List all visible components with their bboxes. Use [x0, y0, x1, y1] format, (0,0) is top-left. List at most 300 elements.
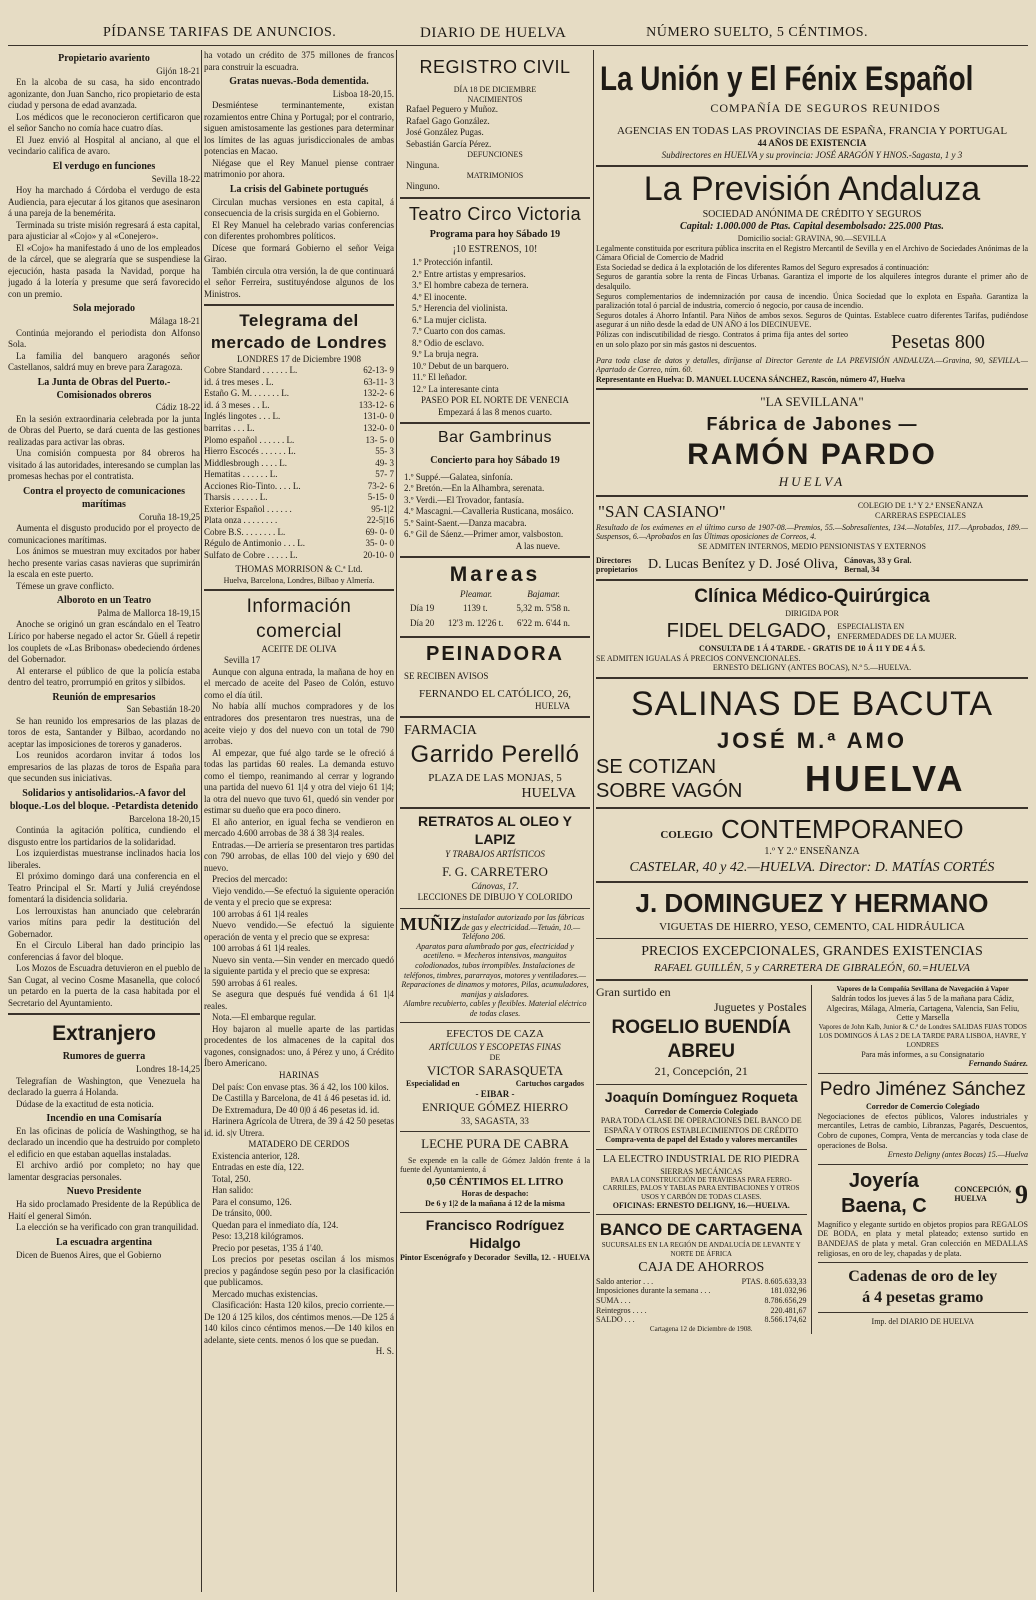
- birth-name: Rafael Peguero y Muñoz.: [406, 104, 498, 115]
- caza-dealer: ENRIQUE GÓMEZ HIERRO: [422, 1100, 568, 1115]
- info-paragraph: Aunque con alguna entrada, la mañana de hoy en el mercado de aceite del Paseo de Colón, estuvo como el día útil.: [204, 666, 394, 700]
- salinas-line1: SE COTIZAN: [596, 755, 717, 778]
- info-paragraph: 100 arrobas á 61 1|4 reales: [212, 908, 309, 919]
- prevision-sub: SOCIEDAD ANÓNIMA DE CRÉDITO Y SEGUROS: [702, 208, 922, 220]
- news-dateline: Cádiz 18-22: [155, 402, 200, 413]
- retratos-name: F. G. CARRETERO: [442, 864, 548, 880]
- casiano-dir-address: Cánovas, 33 y Gral. Bernal, 34: [844, 555, 912, 575]
- leche-desc: Se expende en la calle de Gómez Jaldón frente á la fuente del Ayuntamiento, á: [400, 1155, 590, 1175]
- vapores-info: Para más informes, a su Consignatario: [861, 1049, 985, 1059]
- salinas-owner: JOSÉ M.ª AMO: [716, 727, 907, 753]
- casiano-dir-names: D. Lucas Benítez y D. José Oliva,: [648, 557, 839, 573]
- balance-label: Imposiciones durante la semana . . .: [596, 1286, 711, 1296]
- info-city: Sevilla 17: [224, 655, 261, 666]
- news-paragraph: Continúa la agitación política, cundiendo el disgusto entre los partidarios de la solidaridad.: [8, 825, 200, 847]
- matadero-heading: MATADERO DE CERDOS: [248, 1139, 350, 1150]
- news-paragraph: En las oficinas de policía de Washingthog, se ha declarado un incendio que ha destruido por completo el edificio en que estaban aquellas instaladas.: [8, 1125, 200, 1159]
- divider: [204, 304, 394, 306]
- news-headline: La Junta de Obras del Puerto.-Comisionados obreros: [37, 376, 171, 401]
- divider: [400, 636, 590, 638]
- price-label: Estaño G. M. . . . . . . L.: [204, 388, 289, 399]
- retratos-address: Cánovas, 17.: [471, 880, 519, 891]
- union-ad: [596, 50, 1028, 124]
- clinica-address: ERNESTO DELIGNY (ANTES BOCAS), N.º 5.—HUELVA.: [712, 663, 912, 673]
- joyeria-desc: Magnífico y elegante surtido en objetos propios para REGALOS DE BODA, en plata y metal plateado; extenso surtido en BANDEJAS de plata y metal. Gran colección en MEDALLAS religiosas, en oro de ley, chapadas y de plata.: [817, 1219, 1028, 1258]
- price-value: 95-1|2: [371, 503, 394, 514]
- caza-specialty: [400, 1079, 590, 1089]
- matadero-body: [204, 1151, 394, 1347]
- divider: [818, 1312, 1029, 1313]
- masthead-right: NÚMERO SUELTO, 5 CÉNTIMOS.: [646, 25, 868, 40]
- caza-title: EFECTOS DE CAZA: [446, 1028, 544, 1041]
- program-item: 5.º Herencia del violinista.: [412, 303, 508, 314]
- bar-title: Bar Gambrinus: [437, 429, 553, 447]
- union-subtitle: COMPAÑÍA DE SEGUROS REUNIDOS: [710, 101, 941, 116]
- divider: [596, 938, 1028, 939]
- rogelio-items: Juguetes y Postales: [713, 1000, 807, 1015]
- casiano-directors: [596, 556, 1028, 575]
- prevision-legal: Legalmente constituida por escritura pública inscrita en el Registro Mercantil de Sevilla y en el Archivo de Sociedades Anónimas de la Cámara Oficial de Comercio de Madrid: [596, 243, 1028, 263]
- registro-def-value: Ninguna.: [406, 159, 440, 170]
- salinas-title: SALINAS DE BACUTA: [630, 685, 994, 724]
- farmacia-city: HUELVA: [521, 786, 576, 802]
- muniz-tagline: instalador autorizado por las fábricas de gas y electricidad.—Tetuán, 10.—Teléfono 206.: [462, 912, 585, 942]
- masthead-left: PÍDANSE TARIFAS DE ANUNCIOS.: [103, 25, 337, 40]
- program-item: 11.º El leñador.: [412, 372, 467, 383]
- divider: [596, 1214, 807, 1215]
- news-paragraph: Niégase que el Rey Manuel piense contraer matrimonio por ahora.: [204, 157, 394, 180]
- bar-concert: Concierto para hoy Sábado 19: [430, 454, 560, 466]
- rio-offices: OFICINAS: ERNESTO DELIGNY, 16.—HUELVA.: [612, 1200, 790, 1210]
- casiano-title: "SAN CASIANO": [598, 502, 726, 522]
- contemporaneo-address: CASTELAR, 40 y 42.—HUELVA. Director: D. MATÍAS CORTÉS: [629, 859, 995, 875]
- prevision-ramos: Esta Sociedad se dedica á la explotación de los diferentes Ramos del Seguro expresados á continuación:: [596, 262, 930, 272]
- balance-row: [596, 1286, 807, 1296]
- news-paragraph: La familia del banquero aragonés señor Castellanos, saldrá muy en breve para Zaragoza.: [8, 350, 200, 373]
- salinas-city: HUELVA: [804, 757, 966, 799]
- price-label: Sulfato de Cobre . . . . . L.: [204, 549, 298, 560]
- concert-item: 6.º Gil de Sáenz.—Primer amor, valsboston.: [404, 529, 564, 540]
- info-paragraph: Nuevo sin venta.—Sin vender en mercado quedó la siguiente partida y el precio que se expresa:: [204, 954, 394, 977]
- registro-title: REGISTRO CIVIL: [419, 57, 571, 77]
- price-label: barritas . . . L.: [204, 422, 255, 433]
- clinica-hours: CONSULTA DE 1 Á 4 TARDE. - GRATIS DE 10 Á 11 Y DE 4 Á 5.: [698, 644, 926, 654]
- news-headline: Reunión de empresarios: [52, 691, 156, 703]
- divider: [596, 979, 1028, 981]
- balance-label: SALDO . . .: [596, 1315, 635, 1325]
- info-paragraph: Clasificación: Hasta 120 kilos, precio corriente.—De 120 á 125 kilos, dos céntimos menos.—De 125 á 140 kilos cinco céntimos menos.—De 140 kilos en adelante, siete cents. menos ó los que se puedan.: [204, 1300, 394, 1345]
- balance-value: 8.786.656,29: [764, 1295, 807, 1305]
- divider: [400, 1212, 590, 1213]
- divider: [818, 1262, 1029, 1263]
- price-value: 13- 5- 0: [365, 434, 394, 445]
- farmacia-label: FARMACIA: [404, 723, 477, 739]
- pleamar-label: Pleamar.: [460, 589, 493, 600]
- info-title: Información comercial: [246, 596, 352, 642]
- column-rule: [396, 50, 397, 1592]
- info-paragraph: 590 arrobas á 61 reales.: [212, 977, 298, 988]
- casiano-careers: CARRERAS ESPECIALES: [875, 510, 966, 520]
- mareas-title: Mareas: [449, 563, 541, 587]
- masthead: [8, 20, 1028, 46]
- retratos-lessons: LECCIONES DE DIBUJO Y COLORIDO: [417, 892, 573, 903]
- info-paragraph: Nuevo vendido.—Se efectuó la siguiente operación de venta y el precio que se expresa:: [204, 920, 394, 942]
- retratos-sub: Y TRABAJOS ARTÍSTICOS: [445, 848, 545, 859]
- price-value: 49- 3: [375, 457, 394, 468]
- news-headline: Solidarios y antisolidarios.-A favor del bloque.-Los del bloque. -Petardista detenido: [9, 787, 199, 812]
- balance-row: [596, 1306, 807, 1316]
- casiano-dir-label: Directores propietarios: [596, 555, 638, 575]
- news-headline: El verdugo en funciones: [52, 160, 156, 172]
- clinica-directed: DIRIGIDA POR: [785, 609, 839, 619]
- balance-label: Saldo anterior . . .: [596, 1276, 654, 1286]
- news-headline: Contra el proyecto de comunicaciones marítimas: [22, 485, 185, 510]
- divider: [204, 589, 394, 591]
- divider: [400, 807, 590, 809]
- column-2: [204, 50, 394, 1592]
- pedro-title: Corredor de Comercio Colegiado: [865, 1102, 980, 1112]
- prevision-representative: Representante en Huelva: D. MANUEL LUCENA SÁNCHEZ, Rascón, número 47, Huelva: [596, 374, 906, 384]
- telegrama-firm: THOMAS MORRISON & C.ª Ltd.: [235, 564, 363, 575]
- news-headline: Nuevo Presidente: [66, 1186, 142, 1198]
- price-value: 20-10- 0: [363, 549, 394, 560]
- foreign-news: [8, 1051, 200, 1261]
- imprint: Imp. del DIARIO DE HUELVA: [871, 1317, 974, 1327]
- news-paragraph: Una comisión compuesta por 84 obreros ha visitado á las autoridades, interesando se cumplan las promesas hechas por el contratista.: [8, 448, 200, 482]
- sevillana-city: HUELVA: [778, 474, 846, 490]
- prevision-domicile: Domicilio social: GRAVINA, 90.—SEVILLA: [737, 234, 887, 244]
- peinadora-line1: SE RECIBEN AVISOS: [404, 671, 489, 682]
- info-paragraph: Entradas.—De arriería se presentaron tres partidas con 790 arrobas, de ellas 100 del viejo y 690 del nuevo.: [204, 839, 394, 873]
- portugal-news: [204, 76, 394, 300]
- peinadora-address: FERNANDO EL CATÓLICO, 26,: [418, 687, 572, 700]
- teatro-title: Teatro Circo Victoria: [408, 203, 582, 224]
- column-rule: [201, 50, 202, 1592]
- news-dateline: San Sebastián 18-20: [126, 704, 200, 715]
- news-dateline: Barcelona 18-20,15: [129, 813, 200, 824]
- program-item: 4.º El inocente.: [412, 291, 467, 302]
- tide-low: 5,32 m. 5'58 n.: [516, 602, 570, 613]
- divider: [400, 1022, 590, 1023]
- tide-high: 12'3 m. 12'26 t.: [447, 618, 504, 629]
- news-paragraph: Témese un grave conflicto.: [16, 580, 114, 591]
- banco-balance-table: [596, 1277, 807, 1325]
- salinas-quote: [596, 755, 1028, 803]
- info-paragraph: Al empezar, que fué algo tarde se le ofreció á todas las partidas 60 reales. La demanda estuvo como el tiempo, reanimando al cerrar y logrando una partida del nuevo 61 1|4 y otra del viejo 61 1|4; la otra del nuevo que tuvo 61, quedó sin vender por estimar su dueño que era poco dinero.: [204, 747, 394, 816]
- price-value: 55- 3: [375, 446, 394, 457]
- price-label: Régulo de Antimonio . . . L.: [204, 538, 305, 549]
- casiano-school: COLEGIO DE 1.ª Y 2.ª ENSEÑANZA: [857, 501, 984, 511]
- divider: [400, 716, 590, 718]
- price-label: Middlesbrough . . . . L.: [204, 457, 287, 468]
- divider: [596, 579, 1028, 581]
- joyeria-head: [818, 1169, 1029, 1220]
- registro-mat-heading: MATRIMONIOS: [466, 171, 524, 181]
- contemporaneo-pre: COLEGIO: [660, 828, 713, 841]
- birth-name: José González Pugas.: [406, 127, 484, 138]
- banco-date: Cartagena 12 de Diciembre de 1908.: [649, 1324, 753, 1333]
- info-signature: H. S.: [375, 1346, 394, 1357]
- leche-title: LECHE PURA DE CABRA: [421, 1136, 569, 1152]
- news-paragraph: Los reunidos acordaron invitar á todos los empresarios de las plazas de toros de España para que secunden sus iniciativas.: [8, 750, 200, 784]
- clinica-igualas: SE ADMITEN IGUALAS Á PRECIOS CONVENCIONALES.: [596, 653, 801, 663]
- news-paragraph: Los médicos que le reconocieron certificaron que el señor Sancho no comía hace cuatro días.: [8, 111, 200, 134]
- news-paragraph: En el Circulo Liberal han dado principio las conferencias á favor del bloque.: [8, 940, 200, 962]
- info-subtitle: ACEITE DE OLIVA: [261, 643, 337, 654]
- tide-day: Día 19: [410, 602, 435, 613]
- info-paragraph: Quedan para el inmediato día, 124.: [212, 1219, 339, 1230]
- cadenas-price: á 4 pesetas gramo: [862, 1288, 984, 1306]
- info-paragraph: Hoy bajaron al muelle aparte de las partidas procedentes de los almacenes de la capital dos vagones, consignados: uno, á Pérez y uno, á Crédito Íbero Americano.: [204, 1023, 394, 1069]
- rio-title: LA ELECTRO INDUSTRIAL DE RIO PIEDRA: [602, 1154, 800, 1166]
- price-value: 62-13- 9: [363, 365, 394, 376]
- column-3: [400, 50, 590, 1592]
- price-label: Cobre Standard . . . . . . L.: [204, 365, 298, 376]
- tide-high: 1139 t.: [462, 602, 488, 613]
- contemporaneo-levels: 1.º Y 2.º ENSEÑANZA: [764, 846, 860, 858]
- masthead-title: DIARIO DE HUELVA: [420, 25, 567, 41]
- info-paragraph: De Extremadura, De 40 0|0 á 46 pesetas id. id.: [212, 1104, 380, 1115]
- joyeria-number: 9: [1015, 1179, 1028, 1209]
- info-paragraph: Se asegura que después fué vendida á 61 1|4 reales.: [204, 989, 394, 1011]
- rogelio-address: 21, Concepción, 21: [654, 1064, 748, 1079]
- leche-hours: De 6 y 1|2 de la mañana á 12 de la misma: [425, 1198, 565, 1208]
- news-dateline: Málaga 18-21: [149, 316, 200, 327]
- harinas-heading: HARINAS: [278, 1069, 319, 1080]
- price-label: id. á 3 meses . . L.: [204, 399, 270, 410]
- news-dateline: Gijón 18-21: [156, 65, 200, 76]
- banco-branches: SUCURSALES EN LA REGIÓN DE ANDALUCÍA DE LEVANTE Y NORTE DE ÁFRICA: [601, 1240, 801, 1258]
- price-label: Hierro Escocés . . . . . . L.: [204, 446, 296, 457]
- teatro-empieza: Empezará á las 8 menos cuarto.: [438, 406, 552, 417]
- salinas-line2: SOBRE VAGÓN: [596, 779, 743, 802]
- news-dateline: Londres 18-14,25: [136, 1064, 200, 1075]
- info-paragraph: Los precios por pesetas oscilan á los mismos precios y pagándose según peso por la clasificación que publicamos.: [204, 1254, 394, 1288]
- banco-title: BANCO DE CARTAGENA: [599, 1220, 803, 1240]
- news-headline: Gratas nuevas.-Boda dementida.: [229, 76, 369, 88]
- program-item: 12.º La interesante cinta: [412, 383, 499, 394]
- divider: [596, 807, 1028, 809]
- info-paragraph: De Castilla y Barcelona, de 41 á 46 pesetas id. id.: [212, 1093, 391, 1104]
- prevision-polizas: [596, 330, 1028, 356]
- balance-row: [596, 1277, 807, 1287]
- dominguez-prices: PRECIOS EXCEPCIONALES, GRANDES EXISTENCIAS: [641, 944, 983, 960]
- info-paragraph: Para el consumo, 126.: [212, 1196, 292, 1207]
- program-item: 10.º Debut de un barquero.: [412, 360, 509, 371]
- rogelio-surtido: Gran surtido en: [596, 985, 671, 1000]
- info-paragraph: No había allí muchos compradores y de los entradores dos presentaron tres nuestras, una de aceite viejo y dos del nuevo con un total de 790 arrobas.: [204, 701, 394, 747]
- pedro-name: Pedro Jiménez Sánchez: [819, 1078, 1026, 1100]
- casiano-head: [596, 501, 1028, 523]
- divider: [596, 495, 1028, 497]
- divider: [818, 1164, 1029, 1165]
- info-paragraph: Precio por pesetas, 1'35 á 1'40.: [212, 1242, 323, 1253]
- news-paragraph: Dicen de Buenos Aires, que el Gobierno: [16, 1249, 162, 1260]
- sevillana-factory: Fábrica de Jabones —: [706, 414, 918, 435]
- price-value: 35- 0- 0: [365, 538, 394, 549]
- leche-price: 0,50 CÉNTIMOS EL LITRO: [426, 1176, 564, 1189]
- balance-value: PTAS. 8.605.633,33: [741, 1276, 807, 1286]
- news-paragraph: Los lerrouxistas han anunciado que celebrarán varios mítins para pedir la destitución del Gobernador.: [8, 905, 200, 939]
- divider: [596, 1084, 807, 1085]
- concert-item: 5.º Saint-Saent.—Danza macabra.: [404, 517, 527, 528]
- balance-value: 8.566.174,62: [764, 1315, 807, 1325]
- price-label: Tharsis . . . . . . L.: [204, 492, 268, 503]
- prevision-capital: Capital: 1.000.000 de Ptas. Capital desembolsado: 225.000 Ptas.: [680, 221, 944, 233]
- prevision-pesetas: Pesetas 800: [891, 331, 985, 354]
- info-paragraph: 100 arrobas á 61 1|4 reales.: [212, 943, 311, 954]
- balance-value: 181.032,96: [770, 1286, 807, 1296]
- news-paragraph: Los ánimos se muestran muy excitados por haber hecho presente varias casas navieras que suprimirán la escala en este puerto.: [8, 546, 200, 580]
- news-headline: Alboroto en un Teatro: [56, 595, 152, 607]
- joyeria-name: Joyería Baena, C: [841, 1169, 927, 1218]
- price-label: Exterior Español . . . . . .: [204, 503, 292, 514]
- news-paragraph: ha votado un crédito de 375 millones de francos para construir la escuadra.: [204, 50, 394, 72]
- vapores-london: Vapores de John Kalb, Junior & C.ª de Londres SALIDAS FIJAS TODOS LOS DOMINGOS Á LAS 2 DE LA TARDE PARA LISBOA, HAVRE, Y LONDRES: [818, 1022, 1027, 1049]
- info-paragraph: Del país: Con envase ptas. 36 á 42, los 100 kilos.: [212, 1081, 389, 1092]
- roqueta-desc: PARA TODA CLASE DE OPERACIONES DEL BANCO DE ESPAÑA Y OTROS ESTABLECIMIENTOS DE CRÉDITO: [600, 1116, 802, 1135]
- cadenas-title: Cadenas de oro de ley: [848, 1268, 998, 1286]
- news-headline: La escuadra argentina: [55, 1236, 153, 1248]
- divider: [400, 908, 590, 909]
- news-paragraph: En la alcoba de su casa, ha sido encontrado agonizante, don Juan Sancho, rico propietario de esta ciudad y persona de edad avanzada.: [8, 77, 200, 111]
- price-value: 131-0- 0: [363, 411, 394, 422]
- news-dateline: Sevilla 18-22: [151, 173, 200, 184]
- news-paragraph: Dícese que formará Gobierno el señor Veiga Girao.: [204, 242, 394, 265]
- news-paragraph: Aumenta el disgusto producido por el proyecto de comunicaciones marítimas.: [8, 523, 200, 545]
- muniz-details: Aparatos para alumbrado por gas, electricidad y acetileno. ≡ Mecheros intensivos, manguitos colodionados, tubos irrompibles. Instalaciones de teléfonos, timbres, pararrayos, motores y ventiladores.—Reparaciones de dinamos y motores, Pilas, acumuladores, manijas y aisladores.: [401, 941, 589, 999]
- news-paragraph: Al enterarse el público de que la policía estaba dentro del teatro, prorrumpió en gritos y silbidos.: [8, 665, 200, 688]
- union-years: 44 AÑOS DE EXISTENCIA: [757, 138, 867, 149]
- price-value: 57- 7: [375, 469, 394, 480]
- tide-day: Día 20: [410, 618, 435, 629]
- hidalgo-address: Sevilla, 12. - HUELVA: [514, 1253, 590, 1263]
- national-news: [8, 53, 200, 1009]
- caza-de: DE: [489, 1053, 501, 1063]
- news-paragraph: El Rey Manuel ha celebrado varias conferencias con diferentes prohombres políticos.: [204, 219, 394, 242]
- birth-name: Rafael Gago González.: [406, 115, 490, 126]
- rogelio-name: ROGELIO BUENDÍA ABREU: [611, 1016, 791, 1063]
- contemporaneo-title: CONTEMPORANEO: [720, 813, 964, 844]
- rio-sub: SIERRAS MECÁNICAS: [660, 1166, 743, 1176]
- divider: [400, 197, 590, 199]
- news-paragraph: La elección se ha verificado con gran tranquilidad.: [16, 1222, 199, 1233]
- casiano-admit: SE ADMITEN INTERNOS, MEDIO PENSIONISTAS Y EXTERNOS: [698, 542, 926, 552]
- price-value: 132-0- 0: [363, 422, 394, 433]
- retratos-title: RETRATOS AL OLEO Y LAPIZ: [417, 812, 573, 847]
- balance-label: SUMA . . .: [596, 1295, 631, 1305]
- divider: [596, 1149, 807, 1150]
- bottom-ads-left: [596, 985, 812, 1334]
- news-paragraph: Anoche se originó un gran escándalo en el Teatro Lírico por haberse negado el actor Sr. Güell á repetir los couplets de «Las Bribonas» obedeciendo órdenes del Gobernador.: [8, 619, 200, 665]
- info-paragraph: Harinera Agrícola de Utrera, de 39 á 42 50 pesetas id. id. s|v Utrera.: [204, 1116, 394, 1138]
- caza-address: 33, SAGASTA, 33: [461, 1115, 529, 1126]
- peinadora-title: PEINADORA: [425, 642, 564, 665]
- price-label: Plata onza . . . . . . . .: [204, 515, 278, 526]
- bar-time: A las nueve.: [515, 540, 560, 551]
- news-headline: Incendio en una Comisaría: [46, 1113, 162, 1125]
- caza-specialty-label: Especialidad en: [406, 1079, 460, 1089]
- metal-prices-table: [204, 365, 394, 561]
- price-value: 133-12- 6: [358, 399, 394, 410]
- concert-item: 2.º Bretón.—En la Alhambra, serenata.: [404, 483, 545, 494]
- price-value: 5-15- 0: [367, 492, 394, 503]
- info-paragraph: Existencia anterior, 128.: [212, 1150, 300, 1161]
- teatro-program-list: [400, 257, 590, 395]
- divider: [596, 165, 1028, 167]
- info-paragraph: Total, 250.: [212, 1173, 251, 1184]
- joyeria-city: HUELVA: [954, 1194, 987, 1204]
- union-agencies: AGENCIAS EN TODAS LAS PROVINCIAS DE ESPAÑA, FRANCIA Y PORTUGAL: [616, 125, 1008, 137]
- prevision-ramo-4: Pólizas con indiscutibilidad de riesgo. Contratos á prima fija antes del sorteo en un solo plazo por sin más gastos ni descuentos.: [596, 330, 848, 349]
- news-paragraph: Los izquierdistas muestranse inclinados hacia los liberales.: [8, 848, 200, 870]
- teatro-program: Programa para hoy Sábado 19: [429, 228, 561, 240]
- price-value: 73-2- 6: [367, 480, 394, 491]
- info-paragraph: Precios del mercado:: [212, 874, 288, 885]
- vapores-desc: Saldrán todos los jueves á las 5 de la mañana para Cádiz, Algeciras, Málaga, Almería, Cartagena, Valencia, San Feliu, Cette y Marsella: [826, 994, 1020, 1023]
- info-paragraph: Han salido:: [212, 1185, 254, 1196]
- price-label: Cobre B.S. . . . . . . . L.: [204, 526, 286, 537]
- telegrama-date: LONDRES 17 de Diciembre 1908: [237, 353, 361, 364]
- balance-row: [596, 1315, 807, 1325]
- price-value: 22-5|16: [366, 515, 394, 526]
- info-paragraph: Mercado muchas existencias.: [212, 1288, 318, 1299]
- news-paragraph: También circula otra versión, la de que continuará el señor Ferreira, sustituyéndose algunos de los Ministros.: [204, 265, 394, 299]
- divider: [400, 556, 590, 558]
- muniz-ad: [400, 913, 590, 942]
- column-rule: [593, 50, 594, 1592]
- farmacia-address: PLAZA DE LAS MONJAS, 5: [428, 771, 562, 784]
- harinas-body: [204, 1082, 394, 1140]
- info-paragraph: Nota.—El embarque regular.: [212, 1012, 316, 1023]
- news-paragraph: Hoy ha marchado á Córdoba el verdugo de esta Audiencia, para ejecutar á los gitanos que asesinaron á una pareja de la benemérita.: [8, 185, 200, 219]
- dominguez-products: VIGUETAS DE HIERRO, YESO, CEMENTO, CAL HIDRÁULICA: [659, 920, 965, 933]
- concert-item: 3.º Verdi.—El Trovador, fantasía.: [404, 494, 525, 505]
- column-1: [8, 50, 200, 1592]
- program-item: 8.º Odio de esclavo.: [412, 337, 485, 348]
- mareas-header: [400, 589, 590, 601]
- price-label: Inglés lingotes . . . L.: [204, 411, 281, 422]
- price-value: 132-2- 6: [363, 388, 394, 399]
- muniz-name: MUÑIZ: [400, 913, 462, 934]
- rio-desc: PARA LA CONSTRUCCIÓN DE TRAVIESAS PARA FERRO-CARRILES, PALOS Y TABLAS PARA ENTIBACIONES Y OTROS USOS Y CARBÓN DE TODAS CLASES.: [602, 1176, 800, 1201]
- union-title: La Unión y El Fénix Español: [600, 59, 974, 98]
- clinica-doctor: [596, 619, 1028, 645]
- divider: [596, 881, 1028, 883]
- vapores-title: Vapores de la Compañía Sevillana de Navegación á Vapor: [836, 985, 1009, 994]
- birth-list: [400, 104, 590, 150]
- info-paragraph: El año anterior, en igual fecha se vendieron en mercado 4.600 arrobas de 38 á 38 3|4 reales.: [204, 816, 394, 839]
- news-paragraph: Los Mozos de Escuadra detuvieron en el pueblo de San Cugat, al vecino Cosme Masanella, que colocó un petardo en la puerta de la casa habitada por el Secretario del Ayuntamiento.: [8, 963, 200, 1008]
- info-paragraph: Peso: 13,218 kilógramos.: [212, 1231, 304, 1242]
- registro-date: DÍA 18 DE DICIEMBRE: [453, 85, 537, 95]
- news-headline: Propietario avariento: [58, 53, 150, 64]
- news-paragraph: Terminada su triste misión regresará á esta capital, para ajusticiar al «Cojo» y al «Conejero».: [8, 219, 200, 242]
- telegrama-title: Telegrama del mercado de Londres: [210, 311, 388, 353]
- price-label: Hematitas . . . . . . L.: [204, 469, 278, 480]
- prevision-ramo-3: Seguros dotales á Ahorro Infantil. Para Niños de ambos sexos. Seguros de Quintas. Establece cuatro diferentes Tarifas, pudiéndose asegurar á un niño desde la edad de UN AÑO á los DIECINUEVE.: [596, 310, 1028, 330]
- info-paragraph: Viejo vendido.—Se efectuó la siguiente operación de venta y el precio que se expresa:: [204, 885, 394, 908]
- teatro-estrenos: ¡10 ESTRENOS, 10!: [452, 244, 538, 256]
- caza-sub: ARTÍCULOS Y ESCOPETAS FINAS: [429, 1041, 561, 1052]
- news-dateline: Palma de Mallorca 18-19,15: [97, 607, 200, 618]
- info-body: [204, 667, 394, 1070]
- union-subdirectors: Subdirectores en HUELVA y su provincia: JOSÉ ARAGÓN Y HNOS.-Sagasta, 1 y 3: [661, 149, 963, 160]
- registro-mat-value: Ninguno.: [406, 180, 440, 191]
- prevision-title: La Previsión Andaluza: [643, 170, 981, 209]
- balance-label: Reintegros . . . .: [596, 1305, 647, 1315]
- news-paragraph: Ha sido proclamado Presidente de la República de Haití el general Simón.: [8, 1199, 200, 1221]
